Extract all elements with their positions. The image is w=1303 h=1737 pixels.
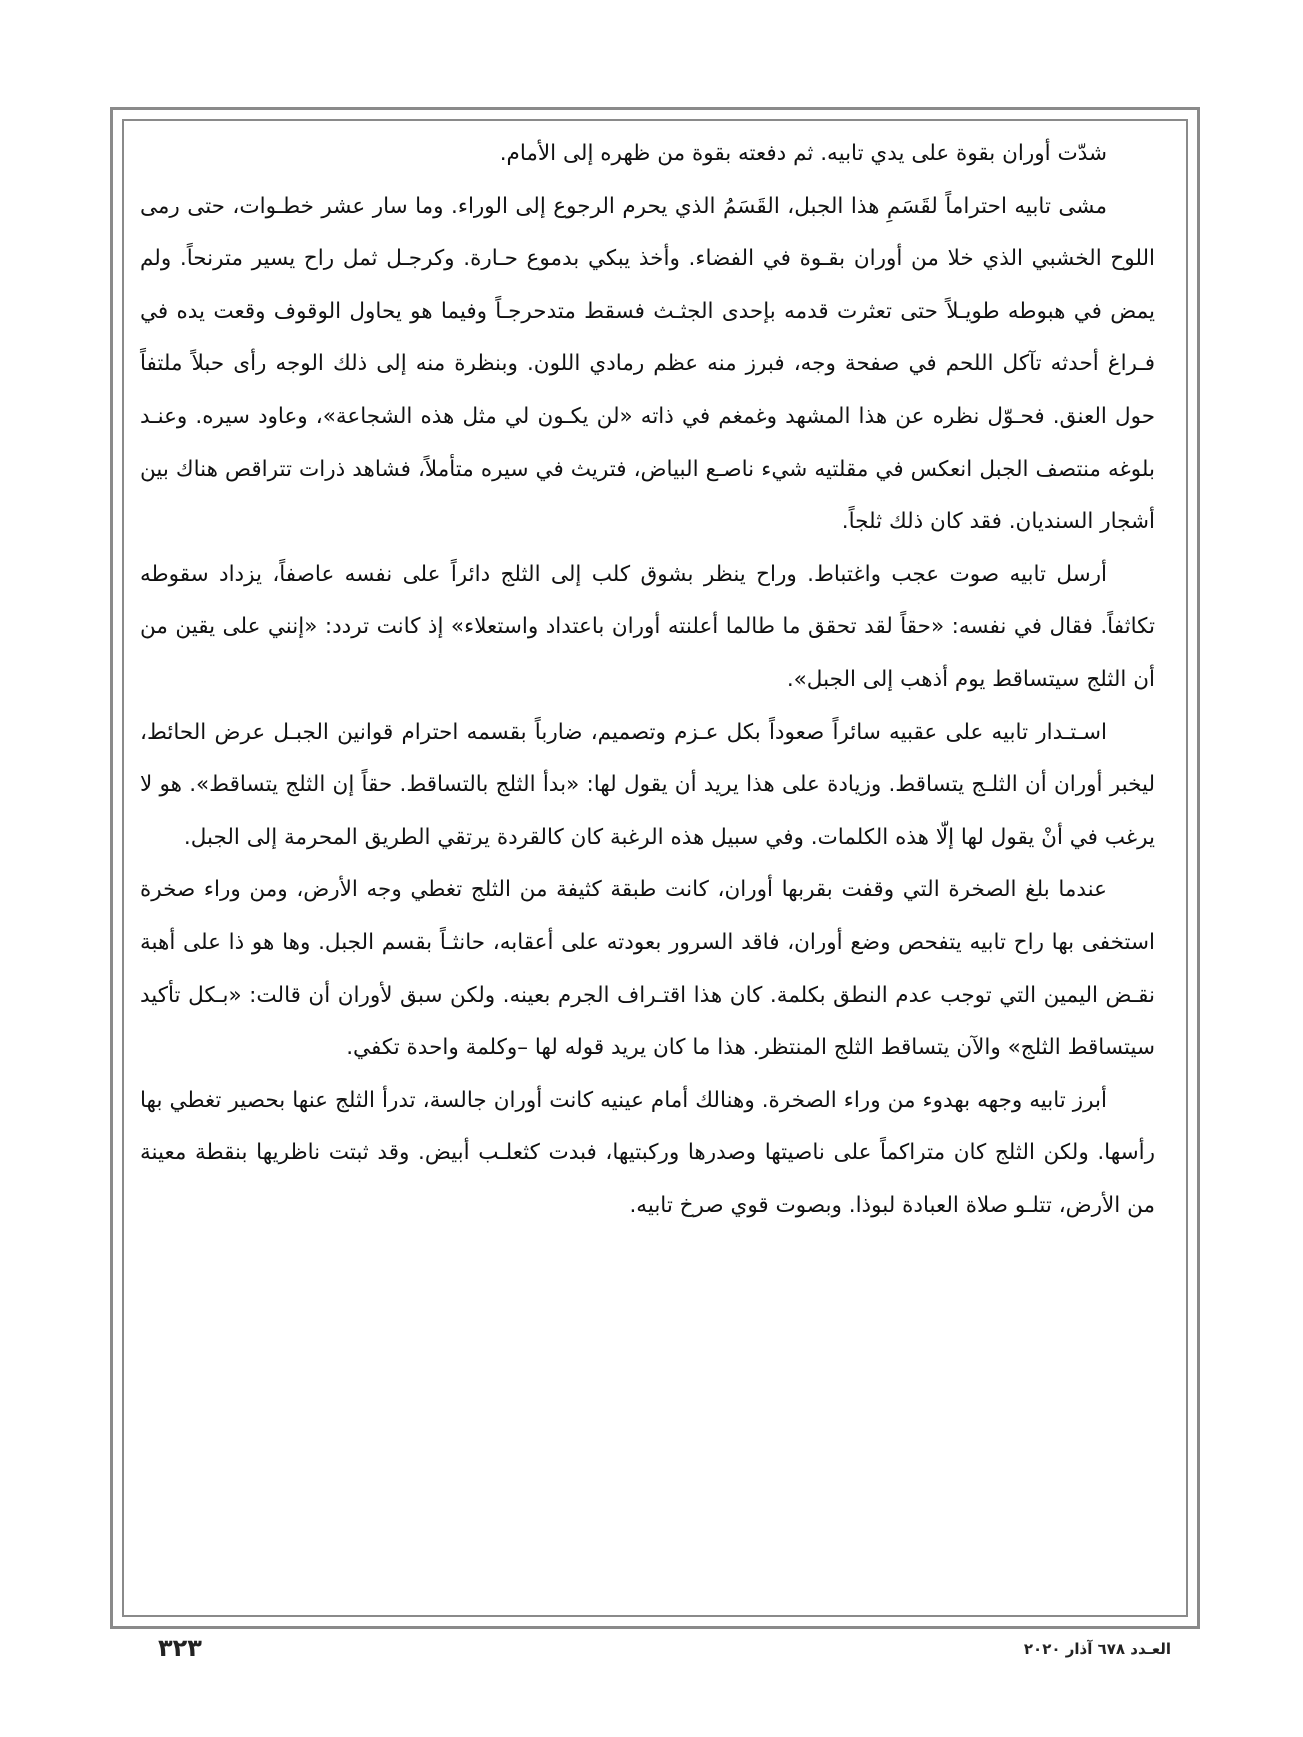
paragraph: شدّت أوران بقوة على يدي تابيه. ثم دفعته بقوة من ظهره إلى الأمام. bbox=[499, 141, 1107, 166]
paragraph: مشى تابيه احتراماً لقَسَمِ هذا الجبل، القَسَمُ الذي يحرم الرجوع إلى الوراء. وما سار عشر خطـوات، حتى رمى اللوح الخشبي الذي خلا من أوران بقـوة في الفضاء. وأخذ يبكي بدموع حـارة. وكرجـل ثمل راح يسير مترنحاً. ولم يمض في هبوطه طويـلاً حتى تعثرت قدمه بإحدى الجثـث فسقط متدحرجـاً وفيما هو يحاول الوقوف وقعت يده في فـراغ أحدثه تآكل اللحم في صفحة وجه، فبرز منه عظم رمادي اللون. وبنظرة منه إلى ذلك الوجه رأى حبلاً ملتفاً حول العنق. فحـوّل نظره عن هذا المشهد وغمغم في ذاته «لن يكـون لي مثل هذه الشجاعة»، وعاود سيره. وعنـد بلوغه منتصف الجبل انعكس في مقلتيه شيء ناصـع البياض، فتريث في سيره متأملاً، فشاهد ذرات تتراقص هناك بين أشجار السنديان. فقد كان ذلك ثلجاً. bbox=[140, 193, 1155, 535]
paragraph: أرسل تابيه صوت عجب واغتباط. وراح ينظر بشوق كلب إلى الثلج دائراً على نفسه عاصفاً، يزداد سقوطه تكاثفاً. فقال في نفسه: «حقاً لقد تحقق ما طالما أعلنته أوران باعتداد واستعلاء» إذ كانت تردد: «إنني على يقين من أن الثلج سيتساقط يوم أذهب إلى الجبل». bbox=[140, 561, 1155, 692]
page-number: ٣٢٣ bbox=[158, 1634, 202, 1662]
paragraph: أبرز تابيه وجهه بهدوء من وراء الصخرة. وهنالك أمام عينيه كانت أوران جالسة، تدرأ الثلج عنها بحصير تغطي بها رأسها. ولكن الثلج كان متراكماً على ناصيتها وصدرها وركبتيها، فبدت كثعلـب أبيض. وقد ثبتت ناظريها بنقطة معينة من الأرض، تتلـو صلاة العبادة لبوذا. وبصوت قوي صرخ تابيه. bbox=[140, 1087, 1155, 1218]
issue-info: العـدد ٦٧٨ آذار ٢٠٢٠ bbox=[1023, 1640, 1171, 1658]
article-body bbox=[140, 128, 1155, 1232]
paragraph: عندما بلغ الصخرة التي وقفت بقربها أوران، كانت طبقة كثيفة من الثلج تغطي وجه الأرض، ومن وراء صخرة استخفى بها راح تابيه يتفحص وضع أوران، فاقد السرور بعودته على أعقابه، حانثـاً بقسم الجبل. وها هو ذا على أهبة نقـض اليمين التي توجب عدم النطق بكلمة. كان هذا اقتـراف الجرم بعينه. ولكن سبق لأوران أن قالت: «بـكل تأكيد سيتساقط الثلج» والآن يتساقط الثلج المنتظر. هذا ما كان يريد قوله لها –وكلمة واحدة تكفي. bbox=[140, 877, 1155, 1061]
paragraph: اسـتـدار تابيه على عقبيه سائراً صعوداً بكل عـزم وتصميم، ضارباً بقسمه احترام قوانين الجبـل عرض الحائط، ليخبر أوران أن الثلـج يتساقط. وزيادة على هذا يريد أن يقول لها: «بدأ الثلج بالتساقط. حقاً إن الثلج يتساقط». هو لا يرغب في أنْ يقول لها إلّا هذه الكلمات. وفي سبيل هذه الرغبة كان كالقردة يرتقي الطريق المحرمة إلى الجبل. bbox=[140, 719, 1155, 850]
